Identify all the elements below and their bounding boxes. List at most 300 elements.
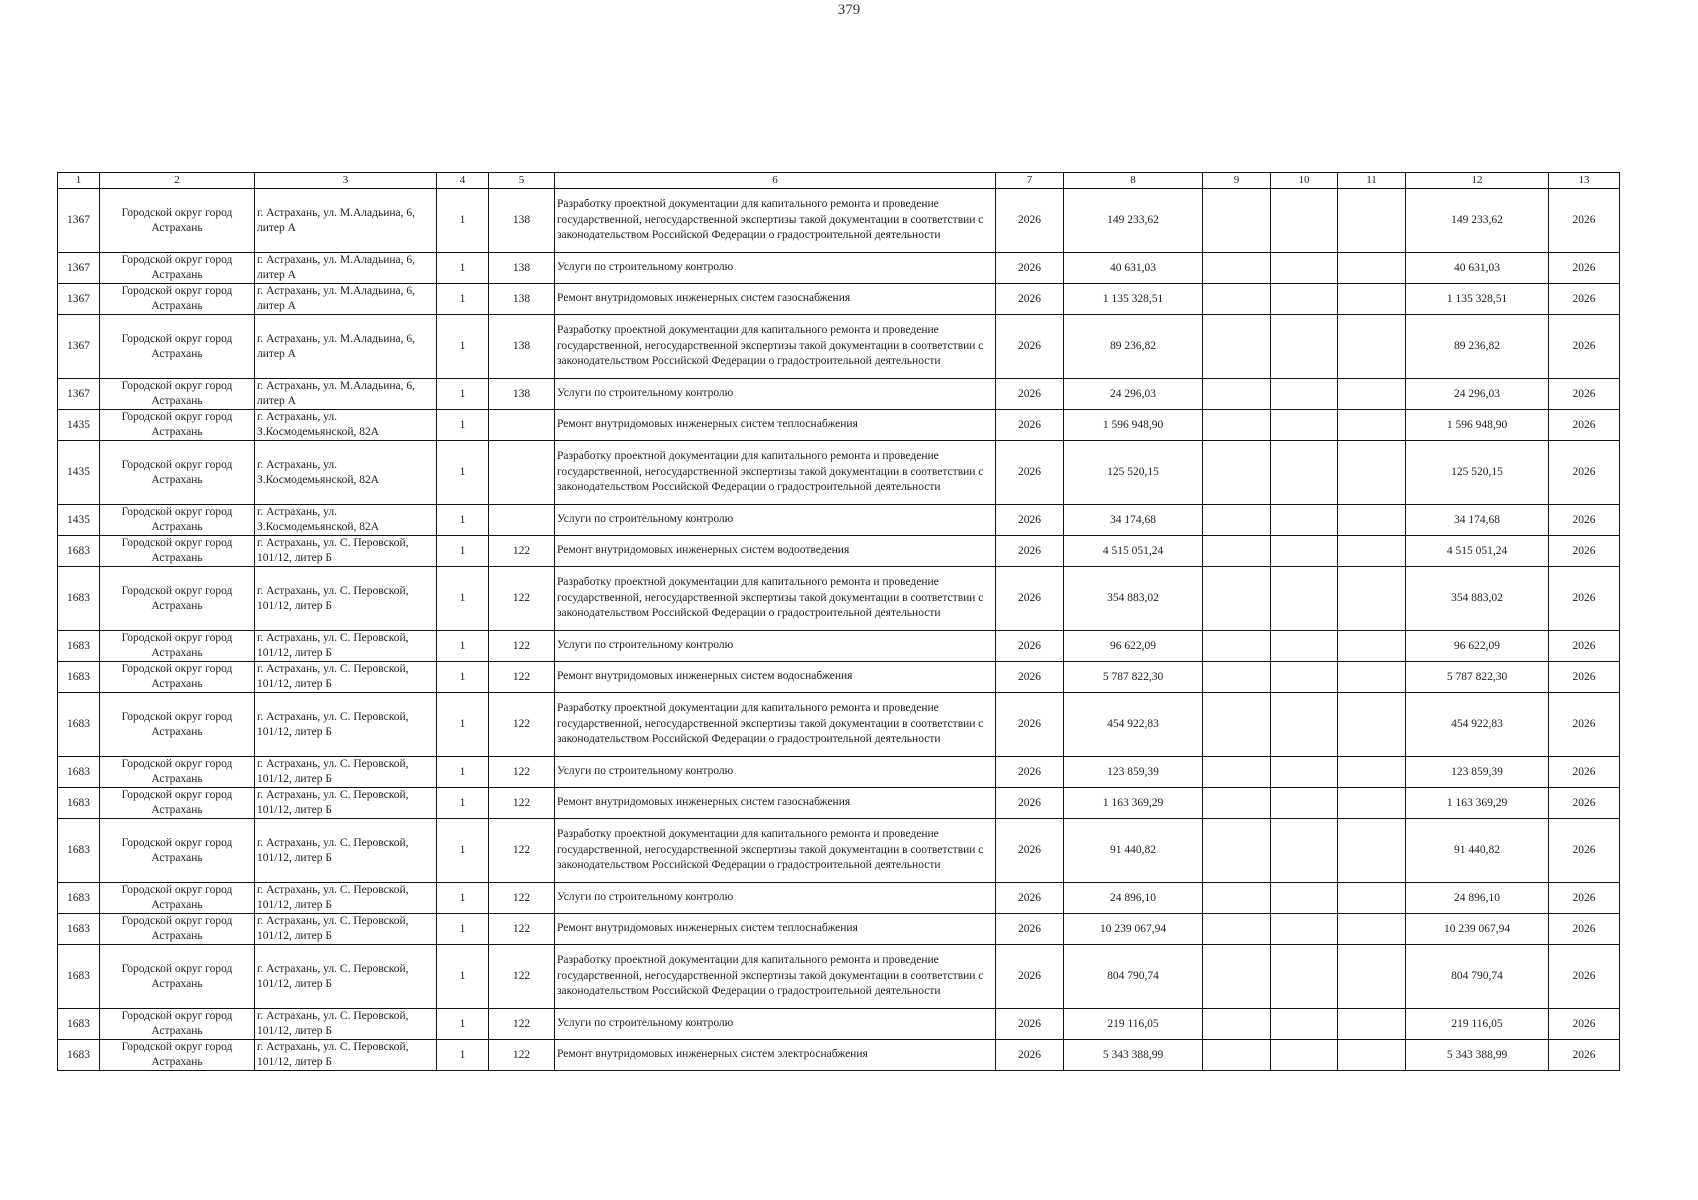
cell-col11 — [1338, 189, 1406, 253]
cell-col5 — [489, 410, 555, 441]
cell-municipality: Городской округ город Астрахань — [100, 253, 255, 284]
cell-col10 — [1271, 1040, 1338, 1071]
cell-col4: 1 — [437, 945, 489, 1009]
cell-col4: 1 — [437, 631, 489, 662]
cell-col13-year: 2026 — [1549, 189, 1620, 253]
cell-col12-amount: 354 883,02 — [1406, 567, 1549, 631]
cell-col11 — [1338, 410, 1406, 441]
cell-year: 2026 — [996, 567, 1064, 631]
cell-col12-amount: 4 515 051,24 — [1406, 536, 1549, 567]
cell-col11 — [1338, 1009, 1406, 1040]
cell-col13-year: 2026 — [1549, 1009, 1620, 1040]
cell-col5 — [489, 505, 555, 536]
cell-col10 — [1271, 1009, 1338, 1040]
cell-col9 — [1203, 567, 1271, 631]
col-header-3: 3 — [255, 173, 437, 189]
cell-col10 — [1271, 693, 1338, 757]
cell-municipality: Городской округ город Астрахань — [100, 536, 255, 567]
cell-col9 — [1203, 945, 1271, 1009]
cell-col5: 138 — [489, 379, 555, 410]
table-row — [58, 819, 1620, 883]
cell-col10 — [1271, 253, 1338, 284]
cell-col4: 1 — [437, 410, 489, 441]
cell-address: г. Астрахань, ул. М.Аладьина, 6, литер А — [255, 189, 437, 253]
cell-col4: 1 — [437, 662, 489, 693]
cell-col4: 1 — [437, 441, 489, 505]
cell-col13-year: 2026 — [1549, 1040, 1620, 1071]
cell-col12-amount: 804 790,74 — [1406, 945, 1549, 1009]
cell-object-id: 1683 — [58, 788, 100, 819]
cell-municipality: Городской округ город Астрахань — [100, 914, 255, 945]
cell-municipality: Городской округ город Астрахань — [100, 505, 255, 536]
cell-col13-year: 2026 — [1549, 631, 1620, 662]
cell-object-id: 1683 — [58, 819, 100, 883]
cell-col5: 138 — [489, 253, 555, 284]
cell-object-id: 1435 — [58, 410, 100, 441]
cell-col13-year: 2026 — [1549, 693, 1620, 757]
cell-year: 2026 — [996, 505, 1064, 536]
cell-municipality: Городской округ город Астрахань — [100, 1040, 255, 1071]
cell-cost: 10 239 067,94 — [1064, 914, 1203, 945]
cell-col5: 122 — [489, 631, 555, 662]
cell-work-type: Ремонт внутридомовых инженерных систем водоснабжения — [555, 662, 996, 693]
cell-col11 — [1338, 1040, 1406, 1071]
cell-object-id: 1683 — [58, 631, 100, 662]
table-row — [58, 567, 1620, 631]
cell-col11 — [1338, 914, 1406, 945]
col-header-1: 1 — [58, 173, 100, 189]
cell-col9 — [1203, 819, 1271, 883]
cell-cost: 149 233,62 — [1064, 189, 1203, 253]
cell-col13-year: 2026 — [1549, 284, 1620, 315]
table-body — [58, 189, 1620, 1071]
cell-year: 2026 — [996, 631, 1064, 662]
table-row — [58, 379, 1620, 410]
col-header-5: 5 — [489, 173, 555, 189]
cell-col5: 122 — [489, 662, 555, 693]
cell-work-type: Ремонт внутридомовых инженерных систем теплоснабжения — [555, 410, 996, 441]
cell-col11 — [1338, 253, 1406, 284]
cell-year: 2026 — [996, 883, 1064, 914]
cell-work-type: Ремонт внутридомовых инженерных систем газоснабжения — [555, 788, 996, 819]
cell-address: г. Астрахань, ул. М.Аладьина, 6, литер А — [255, 284, 437, 315]
col-header-13: 13 — [1549, 173, 1620, 189]
cell-cost: 89 236,82 — [1064, 315, 1203, 379]
cell-col9 — [1203, 284, 1271, 315]
cell-address: г. Астрахань, ул. З.Космодемьянской, 82А — [255, 410, 437, 441]
cell-year: 2026 — [996, 1009, 1064, 1040]
cell-year: 2026 — [996, 945, 1064, 1009]
cell-work-type: Разработку проектной документации для капитального ремонта и проведение государственной, негосударственной экспертизы такой документации в соответствии с законодательством Российской Федерации о градостроительной деятельности — [555, 945, 996, 1009]
cell-col10 — [1271, 536, 1338, 567]
cell-municipality: Городской округ город Астрахань — [100, 410, 255, 441]
cell-col12-amount: 1 163 369,29 — [1406, 788, 1549, 819]
cell-year: 2026 — [996, 253, 1064, 284]
table-row — [58, 662, 1620, 693]
cell-col9 — [1203, 441, 1271, 505]
cell-col10 — [1271, 379, 1338, 410]
cell-address: г. Астрахань, ул. М.Аладьина, 6, литер А — [255, 253, 437, 284]
cell-col9 — [1203, 693, 1271, 757]
cell-municipality: Городской округ город Астрахань — [100, 693, 255, 757]
cell-address: г. Астрахань, ул. М.Аладьина, 6, литер А — [255, 379, 437, 410]
cell-year: 2026 — [996, 819, 1064, 883]
cell-work-type: Разработку проектной документации для капитального ремонта и проведение государственной, негосударственной экспертизы такой документации в соответствии с законодательством Российской Федерации о градостроительной деятельности — [555, 819, 996, 883]
cell-object-id: 1367 — [58, 284, 100, 315]
cell-col13-year: 2026 — [1549, 819, 1620, 883]
cell-work-type: Ремонт внутридомовых инженерных систем электроснабжения — [555, 1040, 996, 1071]
cell-col5: 138 — [489, 189, 555, 253]
cell-address: г. Астрахань, ул. С. Перовской, 101/12, литер Б — [255, 536, 437, 567]
cell-col12-amount: 24 896,10 — [1406, 883, 1549, 914]
table-row — [58, 757, 1620, 788]
cell-cost: 4 515 051,24 — [1064, 536, 1203, 567]
cell-col11 — [1338, 883, 1406, 914]
cell-col5: 122 — [489, 757, 555, 788]
cell-col13-year: 2026 — [1549, 883, 1620, 914]
cell-col13-year: 2026 — [1549, 315, 1620, 379]
cell-work-type: Услуги по строительному контролю — [555, 757, 996, 788]
cell-col4: 1 — [437, 883, 489, 914]
cell-municipality: Городской округ город Астрахань — [100, 284, 255, 315]
cell-col9 — [1203, 914, 1271, 945]
cell-work-type: Ремонт внутридомовых инженерных систем теплоснабжения — [555, 914, 996, 945]
cell-cost: 1 596 948,90 — [1064, 410, 1203, 441]
col-header-7: 7 — [996, 173, 1064, 189]
cell-municipality: Городской округ город Астрахань — [100, 945, 255, 1009]
cell-address: г. Астрахань, ул. С. Перовской, 101/12, литер Б — [255, 693, 437, 757]
cell-object-id: 1683 — [58, 662, 100, 693]
cell-object-id: 1367 — [58, 253, 100, 284]
cell-col9 — [1203, 1040, 1271, 1071]
cell-col4: 1 — [437, 819, 489, 883]
table-row — [58, 631, 1620, 662]
cell-address: г. Астрахань, ул. М.Аладьина, 6, литер А — [255, 315, 437, 379]
cell-col10 — [1271, 914, 1338, 945]
cell-col9 — [1203, 189, 1271, 253]
cell-col12-amount: 40 631,03 — [1406, 253, 1549, 284]
cell-col10 — [1271, 757, 1338, 788]
cell-col11 — [1338, 945, 1406, 1009]
cell-col9 — [1203, 315, 1271, 379]
cell-col12-amount: 1 596 948,90 — [1406, 410, 1549, 441]
cell-year: 2026 — [996, 914, 1064, 945]
cell-col9 — [1203, 631, 1271, 662]
cell-col5: 138 — [489, 315, 555, 379]
cell-address: г. Астрахань, ул. С. Перовской, 101/12, литер Б — [255, 914, 437, 945]
cell-object-id: 1683 — [58, 1040, 100, 1071]
cell-year: 2026 — [996, 693, 1064, 757]
table-row — [58, 914, 1620, 945]
cell-col12-amount: 5 787 822,30 — [1406, 662, 1549, 693]
cell-work-type: Услуги по строительному контролю — [555, 253, 996, 284]
cell-work-type: Разработку проектной документации для капитального ремонта и проведение государственной, негосударственной экспертизы такой документации в соответствии с законодательством Российской Федерации о градостроительной деятельности — [555, 315, 996, 379]
cell-address: г. Астрахань, ул. З.Космодемьянской, 82А — [255, 505, 437, 536]
cell-col4: 1 — [437, 379, 489, 410]
col-header-2: 2 — [100, 173, 255, 189]
cell-cost: 34 174,68 — [1064, 505, 1203, 536]
table-row — [58, 505, 1620, 536]
cell-col5: 122 — [489, 914, 555, 945]
cell-cost: 1 163 369,29 — [1064, 788, 1203, 819]
cell-year: 2026 — [996, 284, 1064, 315]
cell-object-id: 1435 — [58, 441, 100, 505]
table-row — [58, 883, 1620, 914]
cell-col11 — [1338, 315, 1406, 379]
cell-address: г. Астрахань, ул. С. Перовской, 101/12, литер Б — [255, 567, 437, 631]
cell-address: г. Астрахань, ул. С. Перовской, 101/12, литер Б — [255, 945, 437, 1009]
cell-col5: 122 — [489, 567, 555, 631]
cell-address: г. Астрахань, ул. С. Перовской, 101/12, литер Б — [255, 1040, 437, 1071]
cell-col12-amount: 96 622,09 — [1406, 631, 1549, 662]
cell-year: 2026 — [996, 536, 1064, 567]
cell-cost: 96 622,09 — [1064, 631, 1203, 662]
cell-col4: 1 — [437, 315, 489, 379]
cell-municipality: Городской округ город Астрахань — [100, 788, 255, 819]
cell-col4: 1 — [437, 914, 489, 945]
cell-work-type: Разработку проектной документации для капитального ремонта и проведение государственной, негосударственной экспертизы такой документации в соответствии с законодательством Российской Федерации о градостроительной деятельности — [555, 693, 996, 757]
cell-work-type: Услуги по строительному контролю — [555, 1009, 996, 1040]
cell-col4: 1 — [437, 284, 489, 315]
cell-cost: 804 790,74 — [1064, 945, 1203, 1009]
works-table — [57, 172, 1620, 1071]
col-header-6: 6 — [555, 173, 996, 189]
cell-col9 — [1203, 662, 1271, 693]
cell-col4: 1 — [437, 788, 489, 819]
cell-object-id: 1683 — [58, 693, 100, 757]
cell-col12-amount: 219 116,05 — [1406, 1009, 1549, 1040]
cell-cost: 24 896,10 — [1064, 883, 1203, 914]
cell-col13-year: 2026 — [1549, 788, 1620, 819]
cell-col5: 122 — [489, 819, 555, 883]
cell-municipality: Городской округ город Астрахань — [100, 662, 255, 693]
cell-municipality: Городской округ город Астрахань — [100, 819, 255, 883]
cell-col11 — [1338, 505, 1406, 536]
cell-cost: 123 859,39 — [1064, 757, 1203, 788]
cell-col9 — [1203, 379, 1271, 410]
cell-col5: 122 — [489, 1009, 555, 1040]
cell-col4: 1 — [437, 505, 489, 536]
cell-cost: 40 631,03 — [1064, 253, 1203, 284]
cell-address: г. Астрахань, ул. З.Космодемьянской, 82А — [255, 441, 437, 505]
table-row — [58, 441, 1620, 505]
table-row — [58, 693, 1620, 757]
cell-col4: 1 — [437, 757, 489, 788]
cell-col9 — [1203, 253, 1271, 284]
cell-year: 2026 — [996, 662, 1064, 693]
cell-col11 — [1338, 441, 1406, 505]
cell-col12-amount: 149 233,62 — [1406, 189, 1549, 253]
cell-work-type: Разработку проектной документации для капитального ремонта и проведение государственной, негосударственной экспертизы такой документации в соответствии с законодательством Российской Федерации о градостроительной деятельности — [555, 189, 996, 253]
cell-col9 — [1203, 410, 1271, 441]
cell-municipality: Городской округ город Астрахань — [100, 567, 255, 631]
cell-col10 — [1271, 662, 1338, 693]
table-row — [58, 1009, 1620, 1040]
cell-col10 — [1271, 567, 1338, 631]
cell-col4: 1 — [437, 567, 489, 631]
cell-address: г. Астрахань, ул. С. Перовской, 101/12, литер Б — [255, 757, 437, 788]
cell-object-id: 1683 — [58, 536, 100, 567]
cell-year: 2026 — [996, 1040, 1064, 1071]
cell-object-id: 1683 — [58, 567, 100, 631]
cell-municipality: Городской округ город Астрахань — [100, 631, 255, 662]
cell-col9 — [1203, 1009, 1271, 1040]
cell-year: 2026 — [996, 441, 1064, 505]
cell-municipality: Городской округ город Астрахань — [100, 757, 255, 788]
col-header-9: 9 — [1203, 173, 1271, 189]
cell-col9 — [1203, 505, 1271, 536]
cell-col11 — [1338, 379, 1406, 410]
cell-col12-amount: 1 135 328,51 — [1406, 284, 1549, 315]
cell-col5: 122 — [489, 945, 555, 1009]
cell-work-type: Разработку проектной документации для капитального ремонта и проведение государственной, негосударственной экспертизы такой документации в соответствии с законодательством Российской Федерации о градостроительной деятельности — [555, 567, 996, 631]
cell-cost: 1 135 328,51 — [1064, 284, 1203, 315]
cell-col10 — [1271, 505, 1338, 536]
cell-work-type: Разработку проектной документации для капитального ремонта и проведение государственной, негосударственной экспертизы такой документации в соответствии с законодательством Российской Федерации о градостроительной деятельности — [555, 441, 996, 505]
cell-municipality: Городской округ город Астрахань — [100, 1009, 255, 1040]
cell-year: 2026 — [996, 788, 1064, 819]
cell-object-id: 1367 — [58, 189, 100, 253]
cell-col10 — [1271, 441, 1338, 505]
cell-work-type: Услуги по строительному контролю — [555, 883, 996, 914]
cell-object-id: 1683 — [58, 1009, 100, 1040]
cell-object-id: 1367 — [58, 315, 100, 379]
cell-municipality: Городской округ город Астрахань — [100, 189, 255, 253]
cell-work-type: Ремонт внутридомовых инженерных систем газоснабжения — [555, 284, 996, 315]
cell-col11 — [1338, 693, 1406, 757]
cell-address: г. Астрахань, ул. С. Перовской, 101/12, литер Б — [255, 631, 437, 662]
cell-col4: 1 — [437, 693, 489, 757]
cell-col10 — [1271, 315, 1338, 379]
cell-col12-amount: 91 440,82 — [1406, 819, 1549, 883]
table-row — [58, 788, 1620, 819]
cell-col13-year: 2026 — [1549, 410, 1620, 441]
cell-col13-year: 2026 — [1549, 662, 1620, 693]
cell-col13-year: 2026 — [1549, 914, 1620, 945]
cell-col10 — [1271, 631, 1338, 662]
cell-col11 — [1338, 757, 1406, 788]
cell-object-id: 1367 — [58, 379, 100, 410]
cell-year: 2026 — [996, 379, 1064, 410]
cell-year: 2026 — [996, 315, 1064, 379]
cell-col12-amount: 24 296,03 — [1406, 379, 1549, 410]
cell-col4: 1 — [437, 536, 489, 567]
cell-col9 — [1203, 536, 1271, 567]
cell-col5: 122 — [489, 788, 555, 819]
col-header-10: 10 — [1271, 173, 1338, 189]
cell-col13-year: 2026 — [1549, 567, 1620, 631]
cell-object-id: 1683 — [58, 757, 100, 788]
col-header-12: 12 — [1406, 173, 1549, 189]
cell-cost: 91 440,82 — [1064, 819, 1203, 883]
col-header-4: 4 — [437, 173, 489, 189]
cell-col11 — [1338, 631, 1406, 662]
col-header-8: 8 — [1064, 173, 1203, 189]
cell-cost: 354 883,02 — [1064, 567, 1203, 631]
cell-work-type: Ремонт внутридомовых инженерных систем водоотведения — [555, 536, 996, 567]
cell-col12-amount: 10 239 067,94 — [1406, 914, 1549, 945]
cell-col9 — [1203, 757, 1271, 788]
cell-col10 — [1271, 883, 1338, 914]
cell-col13-year: 2026 — [1549, 505, 1620, 536]
cell-col10 — [1271, 788, 1338, 819]
cell-col12-amount: 5 343 388,99 — [1406, 1040, 1549, 1071]
cell-col5: 138 — [489, 284, 555, 315]
table-row — [58, 189, 1620, 253]
cell-col11 — [1338, 567, 1406, 631]
cell-col10 — [1271, 819, 1338, 883]
cell-cost: 219 116,05 — [1064, 1009, 1203, 1040]
cell-municipality: Городской округ город Астрахань — [100, 379, 255, 410]
cell-col4: 1 — [437, 189, 489, 253]
cell-municipality: Городской округ город Астрахань — [100, 315, 255, 379]
cell-cost: 5 787 822,30 — [1064, 662, 1203, 693]
cell-municipality: Городской округ город Астрахань — [100, 883, 255, 914]
cell-municipality: Городской округ город Астрахань — [100, 441, 255, 505]
cell-col11 — [1338, 662, 1406, 693]
header-row — [58, 173, 1620, 189]
cell-col13-year: 2026 — [1549, 945, 1620, 1009]
cell-object-id: 1683 — [58, 883, 100, 914]
cell-col12-amount: 125 520,15 — [1406, 441, 1549, 505]
cell-cost: 5 343 388,99 — [1064, 1040, 1203, 1071]
cell-col5: 122 — [489, 883, 555, 914]
cell-col10 — [1271, 945, 1338, 1009]
table-row — [58, 253, 1620, 284]
cell-col13-year: 2026 — [1549, 379, 1620, 410]
cell-work-type: Услуги по строительному контролю — [555, 631, 996, 662]
cell-col11 — [1338, 819, 1406, 883]
cell-cost: 24 296,03 — [1064, 379, 1203, 410]
cell-work-type: Услуги по строительному контролю — [555, 379, 996, 410]
cell-col13-year: 2026 — [1549, 536, 1620, 567]
cell-cost: 125 520,15 — [1064, 441, 1203, 505]
cell-address: г. Астрахань, ул. С. Перовской, 101/12, литер Б — [255, 883, 437, 914]
cell-address: г. Астрахань, ул. С. Перовской, 101/12, литер Б — [255, 662, 437, 693]
cell-col11 — [1338, 536, 1406, 567]
cell-col5 — [489, 441, 555, 505]
cell-year: 2026 — [996, 189, 1064, 253]
cell-col12-amount: 89 236,82 — [1406, 315, 1549, 379]
cell-col4: 1 — [437, 1040, 489, 1071]
cell-cost: 454 922,83 — [1064, 693, 1203, 757]
cell-col5: 122 — [489, 1040, 555, 1071]
cell-year: 2026 — [996, 410, 1064, 441]
cell-col10 — [1271, 284, 1338, 315]
table-row — [58, 536, 1620, 567]
cell-address: г. Астрахань, ул. С. Перовской, 101/12, литер Б — [255, 1009, 437, 1040]
cell-col12-amount: 123 859,39 — [1406, 757, 1549, 788]
cell-col13-year: 2026 — [1549, 757, 1620, 788]
cell-col11 — [1338, 284, 1406, 315]
cell-object-id: 1435 — [58, 505, 100, 536]
cell-col4: 1 — [437, 253, 489, 284]
table-row — [58, 945, 1620, 1009]
cell-address: г. Астрахань, ул. С. Перовской, 101/12, литер Б — [255, 819, 437, 883]
cell-col10 — [1271, 189, 1338, 253]
cell-col12-amount: 34 174,68 — [1406, 505, 1549, 536]
cell-col5: 122 — [489, 536, 555, 567]
cell-col13-year: 2026 — [1549, 441, 1620, 505]
col-header-11: 11 — [1338, 173, 1406, 189]
table-row — [58, 284, 1620, 315]
cell-col9 — [1203, 883, 1271, 914]
table-row — [58, 315, 1620, 379]
cell-col13-year: 2026 — [1549, 253, 1620, 284]
cell-object-id: 1683 — [58, 914, 100, 945]
table-row — [58, 1040, 1620, 1071]
cell-col4: 1 — [437, 1009, 489, 1040]
